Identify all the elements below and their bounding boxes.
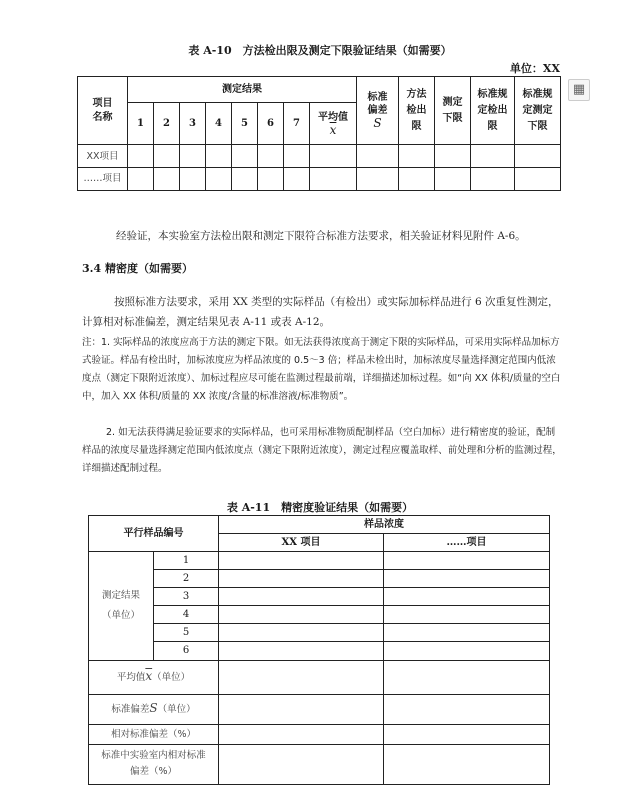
- col-std-mdl: 标准规定检出限: [471, 77, 515, 145]
- table-a10-caption: 表 A-10 方法检出限及测定下限验证结果（如需要）: [188, 44, 452, 57]
- table-a10-unit: 单位：XX: [509, 62, 560, 75]
- note-2: 2. 如无法获得满足验证要求的实际样品，也可采用标准物质配制样品（空白加标）进行精密度的验证，配制样品的浓度尽量选择测定范围内低浓度点（测定下限附近浓度），测定过程应覆盖取样、前处理和分析的监测过程，详细描述配制过程。: [82, 427, 562, 474]
- paragraph-conclusion: 经验证，本实验室方法检出限和测定下限符合标准方法要求，相关验证材料见附件 A-6。: [116, 230, 526, 242]
- row-num-3: 3: [154, 588, 219, 606]
- col-num-6: 6: [258, 103, 284, 145]
- row-mean: 平均值$\overline{x}$（单位）: [89, 660, 219, 694]
- row-num-4: 4: [154, 606, 219, 624]
- row-lab-rsd: 标准中实验室内相对标准偏差（%）: [89, 744, 219, 784]
- col-num-2: 2: [154, 103, 180, 145]
- col-num-5: 5: [232, 103, 258, 145]
- col-item-name: 项目名称: [78, 77, 128, 145]
- col-num-3: 3: [180, 103, 206, 145]
- table-a11-caption: 表 A-11 精密度验证结果（如需要）: [226, 501, 414, 514]
- row-rsd: 相对标准偏差（%）: [89, 724, 219, 744]
- col-xx-item: XX 项目: [219, 534, 384, 552]
- note-1: 注：1. 实际样品的浓度应高于方法的测定下限。如无法获得浓度高于测定下限的实际样品，可采用实际样品加标方式验证。样品有检出时，加标浓度应为样品浓度的 0.5～3 倍；样品未检出时，加标浓度尽量选择测定范围内低浓度点（测定下限附近浓度）、加标过程应尽可能在监测过程最前端，详细描述加标过程。如“向 XX 体积/质量的空白中，加入 XX 体积/质量的 XX 浓度/含量的标准溶液/标准物质”。: [82, 337, 561, 402]
- col-sd: 标准偏差 S: [357, 77, 399, 145]
- row-sd: 标准偏差S（单位）: [89, 694, 219, 724]
- col-loq: 测定下限: [435, 77, 471, 145]
- col-num-4: 4: [206, 103, 232, 145]
- col-conc: 样品浓度: [219, 516, 550, 534]
- col-sample-no: 平行样品编号: [89, 516, 219, 552]
- col-mdl: 方法检出限: [399, 77, 435, 145]
- paragraph-method: 按照标准方法要求，采用 XX 类型的实际样品（有检出）或实际加标样品进行 6 次重复性测定，计算相对标准偏差，测定结果见表 A-11 或表 A-12。: [82, 296, 559, 328]
- col-other-item: ……项目: [384, 534, 550, 552]
- row-label-xx: XX项目: [78, 145, 128, 168]
- col-mean: 平均值 $\overline{x}$: [310, 103, 357, 145]
- col-std-loq: 标准规定测定下限: [515, 77, 561, 145]
- row-num-2: 2: [154, 570, 219, 588]
- table-icon[interactable]: ▦: [568, 79, 590, 101]
- col-results: 测定结果: [128, 77, 357, 103]
- row-num-1: 1: [154, 552, 219, 570]
- section-heading-precision: 3.4 精密度（如需要）: [82, 262, 193, 275]
- row-num-5: 5: [154, 624, 219, 642]
- row-num-6: 6: [154, 642, 219, 660]
- table-a11: [88, 515, 550, 785]
- col-num-1: 1: [128, 103, 154, 145]
- row-group-results: 测定结果（单位）: [89, 552, 154, 660]
- table-a10: [77, 76, 561, 191]
- col-num-7: 7: [284, 103, 310, 145]
- row-label-other: ……项目: [78, 168, 128, 191]
